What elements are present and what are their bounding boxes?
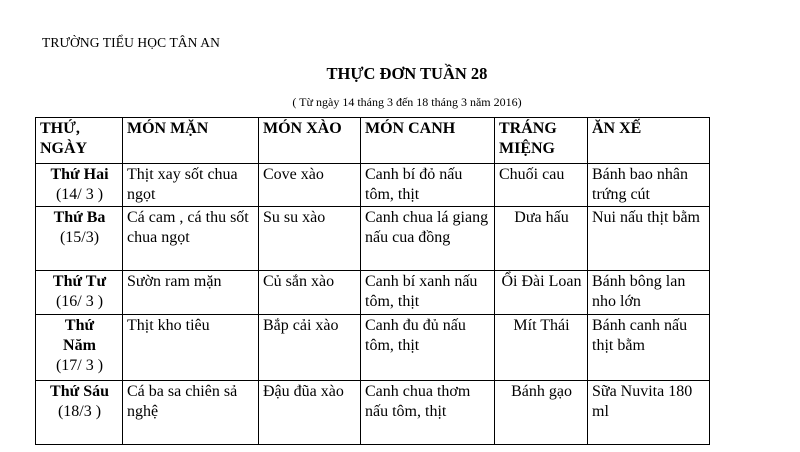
day-cell — [36, 271, 123, 315]
an-xe-cell: Bánh bông lan nho lớn — [588, 271, 710, 315]
mon-xao-cell: Su su xào — [259, 207, 361, 271]
day-cell — [36, 381, 123, 445]
mon-xao-cell: Bắp cải xào — [259, 315, 361, 381]
header-mon-canh: MÓN CANH — [361, 118, 495, 164]
mon-man-cell: Sườn ram mặn — [123, 271, 259, 315]
mon-man-cell: Cá cam , cá thu sốt chua ngọt — [123, 207, 259, 271]
mon-xao-cell: Củ sắn xào — [259, 271, 361, 315]
an-xe-cell: Nui nấu thịt bằm — [588, 207, 710, 271]
day-date: (18/3 ) — [57, 403, 102, 420]
table-row — [36, 271, 710, 315]
trang-mieng-cell: Bánh gạo — [495, 381, 588, 445]
day-name: Thứ Hai — [50, 166, 109, 183]
day-name: Thứ Ba — [53, 209, 106, 226]
trang-mieng-cell: Dưa hấu — [495, 207, 588, 271]
mon-canh-cell: Canh đu đủ nấu tôm, thịt — [361, 315, 495, 381]
mon-xao-cell: Cove xào — [259, 164, 361, 207]
date-range: ( Từ ngày 14 tháng 3 đến 18 tháng 3 năm 2016) — [292, 95, 522, 109]
mon-canh-cell: Canh chua thơm nấu tôm, thịt — [361, 381, 495, 445]
mon-xao-cell: Đậu đũa xào — [259, 381, 361, 445]
day-cell — [36, 164, 123, 207]
header-day: THỨ, NGÀY — [36, 118, 123, 164]
mon-canh-cell: Canh chua lá giang nấu cua đồng — [361, 207, 495, 271]
day-name: Thứ Năm — [63, 317, 96, 354]
day-date: (17/ 3 ) — [55, 357, 104, 374]
header-an-xe: ĂN XẾ — [588, 118, 710, 164]
an-xe-cell: Sữa Nuvita 180 ml — [588, 381, 710, 445]
trang-mieng-cell: Chuối cau — [495, 164, 588, 207]
trang-mieng-cell: Mít Thái — [495, 315, 588, 381]
trang-mieng-cell: Ổi Đài Loan — [495, 271, 588, 315]
day-cell — [36, 315, 123, 381]
header-trang-mieng: TRÁNG MIỆNG — [495, 118, 588, 164]
table-row — [36, 164, 710, 207]
school-name: TRƯỜNG TIỂU HỌC TÂN AN — [42, 35, 220, 50]
table-row — [36, 315, 710, 381]
table-row — [36, 381, 710, 445]
table-row — [36, 207, 710, 271]
an-xe-cell: Bánh bao nhân trứng cút — [588, 164, 710, 207]
day-date: (14/ 3 ) — [55, 186, 104, 203]
header-mon-man: MÓN MẶN — [123, 118, 259, 164]
day-name: Thứ Tư — [52, 273, 107, 290]
mon-man-cell: Thịt xay sốt chua ngọt — [123, 164, 259, 207]
menu-title: THỰC ĐƠN TUẦN 28 — [326, 64, 488, 83]
day-date: (16/ 3 ) — [55, 293, 104, 310]
day-date: (15/3) — [59, 229, 100, 246]
weekly-menu-table — [35, 117, 710, 445]
day-name: Thứ Sáu — [50, 383, 109, 400]
header-mon-xao: MÓN XÀO — [259, 118, 361, 164]
day-cell — [36, 207, 123, 271]
mon-canh-cell: Canh bí xanh nấu tôm, thịt — [361, 271, 495, 315]
mon-man-cell: Thịt kho tiêu — [123, 315, 259, 381]
mon-canh-cell: Canh bí đỏ nấu tôm, thịt — [361, 164, 495, 207]
an-xe-cell: Bánh canh nấu thịt bằm — [588, 315, 710, 381]
header-row — [36, 118, 710, 164]
mon-man-cell: Cá ba sa chiên sả nghệ — [123, 381, 259, 445]
